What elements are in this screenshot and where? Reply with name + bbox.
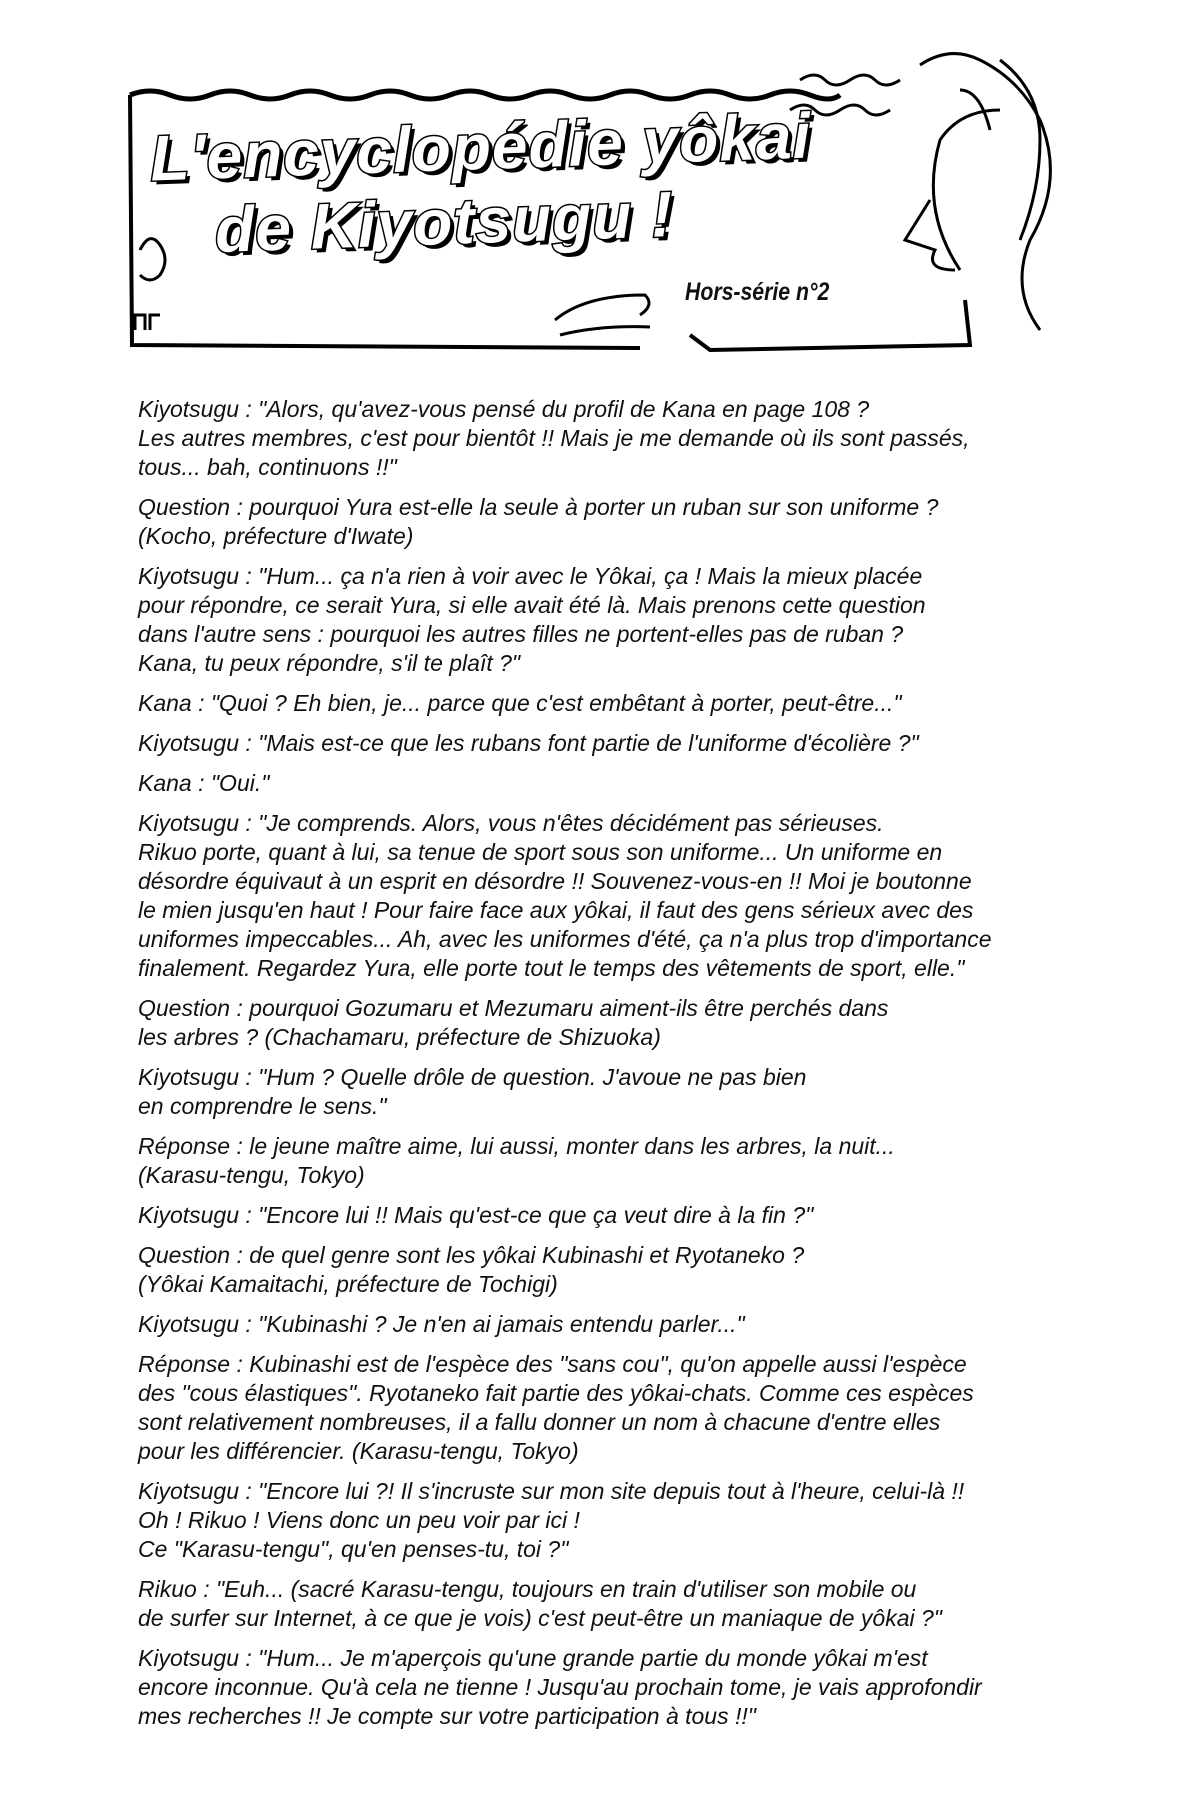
text-line: Kiyotsugu : "Mais est-ce que les rubans font partie de l'uniforme d'écolière ?" <box>138 730 919 756</box>
text-line: Ce "Karasu-tengu", qu'en penses-tu, toi ?" <box>138 1536 569 1562</box>
dialogue-paragraph <box>138 809 1138 983</box>
dialogue-paragraph <box>138 1063 1138 1121</box>
text-line: en comprendre le sens." <box>138 1093 387 1119</box>
text-line: uniformes impeccables... Ah, avec les uniformes d'été, ça n'a plus trop d'importance <box>138 926 992 952</box>
text-line: Question : pourquoi Yura est-elle la seule à porter un ruban sur son uniforme ? <box>138 494 939 520</box>
text-line: Question : pourquoi Gozumaru et Mezumaru aiment-ils être perchés dans <box>138 995 889 1021</box>
text-line: Rikuo porte, quant à lui, sa tenue de sport sous son uniforme... Un uniforme en <box>138 839 943 865</box>
text-line: tous... bah, continuons !!" <box>138 454 397 480</box>
text-line: Réponse : le jeune maître aime, lui aussi, monter dans les arbres, la nuit... <box>138 1133 895 1159</box>
dialogue-paragraph <box>138 1310 1138 1339</box>
text-line: Kana : "Oui." <box>138 770 270 796</box>
text-line: désordre équivaut à un esprit en désordre !! Souvenez-vous-en !! Moi je boutonne <box>138 868 972 894</box>
text-line: Kiyotsugu : "Kubinashi ? Je n'en ai jamais entendu parler..." <box>138 1311 745 1337</box>
text-line: (Karasu-tengu, Tokyo) <box>138 1162 365 1188</box>
dialogue-paragraph <box>138 1477 1138 1564</box>
text-line: les arbres ? (Chachamaru, préfecture de Shizuoka) <box>138 1024 661 1050</box>
text-line: le mien jusqu'en haut ! Pour faire face aux yôkai, il faut des gens sérieux avec des <box>138 897 974 923</box>
text-line: (Kocho, préfecture d'Iwate) <box>138 523 414 549</box>
dialogue-paragraph <box>138 1350 1138 1466</box>
article-body <box>138 395 1138 1742</box>
text-line: finalement. Regardez Yura, elle porte tout le temps des vêtements de sport, elle." <box>138 955 965 981</box>
text-line: Rikuo : "Euh... (sacré Karasu-tengu, toujours en train d'utiliser son mobile ou <box>138 1576 917 1602</box>
title-line-1: L'encyclopédie yôkai <box>148 99 813 195</box>
dialogue-paragraph <box>138 689 1138 718</box>
text-line: Kiyotsugu : "Encore lui ?! Il s'incruste sur mon site depuis tout à l'heure, celui-là !! <box>138 1478 965 1504</box>
text-line: Oh ! Rikuo ! Viens donc un peu voir par ici ! <box>138 1507 580 1533</box>
dialogue-paragraph <box>138 994 1138 1052</box>
text-line: de surfer sur Internet, à ce que je vois) c'est peut-être un maniaque de yôkai ?" <box>138 1605 942 1631</box>
text-line: pour répondre, ce serait Yura, si elle avait été là. Mais prenons cette question <box>138 592 926 618</box>
text-line: pour les différencier. (Karasu-tengu, Tokyo) <box>138 1438 579 1464</box>
text-line: dans l'autre sens : pourquoi les autres filles ne portent-elles pas de ruban ? <box>138 621 904 647</box>
text-line: Kiyotsugu : "Hum... Je m'aperçois qu'une grande partie du monde yôkai m'est <box>138 1645 928 1671</box>
dialogue-paragraph <box>138 395 1138 482</box>
text-line: Question : de quel genre sont les yôkai Kubinashi et Ryotaneko ? <box>138 1242 805 1268</box>
text-line: Kana : "Quoi ? Eh bien, je... parce que c'est embêtant à porter, peut-être..." <box>138 690 902 716</box>
text-line: (Yôkai Kamaitachi, préfecture de Tochigi) <box>138 1271 558 1297</box>
subtitle: Hors-série n°2 <box>685 278 830 306</box>
text-line: Kiyotsugu : "Alors, qu'avez-vous pensé du profil de Kana en page 108 ? <box>138 396 870 422</box>
text-line: sont relativement nombreuses, il a fallu donner un nom à chacune d'entre elles <box>138 1409 941 1435</box>
dialogue-paragraph <box>138 562 1138 678</box>
header-banner <box>0 0 1200 360</box>
dialogue-paragraph <box>138 1575 1138 1633</box>
text-line: encore inconnue. Qu'à cela ne tienne ! Jusqu'au prochain tome, je vais approfondir <box>138 1674 982 1700</box>
text-line: Kana, tu peux répondre, s'il te plaît ?" <box>138 650 521 676</box>
text-line: mes recherches !! Je compte sur votre participation à tous !!" <box>138 1703 756 1729</box>
dialogue-paragraph <box>138 1201 1138 1230</box>
dialogue-paragraph <box>138 1132 1138 1190</box>
dialogue-paragraph <box>138 729 1138 758</box>
dialogue-paragraph <box>138 1241 1138 1299</box>
text-line: Les autres membres, c'est pour bientôt !! Mais je me demande où ils sont passés, <box>138 425 970 451</box>
dialogue-paragraph <box>138 1644 1138 1731</box>
dialogue-paragraph <box>138 769 1138 798</box>
text-line: Kiyotsugu : "Je comprends. Alors, vous n'êtes décidément pas sérieuses. <box>138 810 884 836</box>
text-line: Kiyotsugu : "Hum ? Quelle drôle de question. J'avoue ne pas bien <box>138 1064 807 1090</box>
text-line: Kiyotsugu : "Encore lui !! Mais qu'est-ce que ça veut dire à la fin ?" <box>138 1202 814 1228</box>
text-line: des "cous élastiques". Ryotaneko fait partie des yôkai-chats. Comme ces espèces <box>138 1380 974 1406</box>
text-line: Réponse : Kubinashi est de l'espèce des "sans cou", qu'on appelle aussi l'espèce <box>138 1351 967 1377</box>
text-line: Kiyotsugu : "Hum... ça n'a rien à voir avec le Yôkai, ça ! Mais la mieux placée <box>138 563 923 589</box>
title-line-2: de Kiyotsugu ! <box>213 178 675 266</box>
dialogue-paragraph <box>138 493 1138 551</box>
